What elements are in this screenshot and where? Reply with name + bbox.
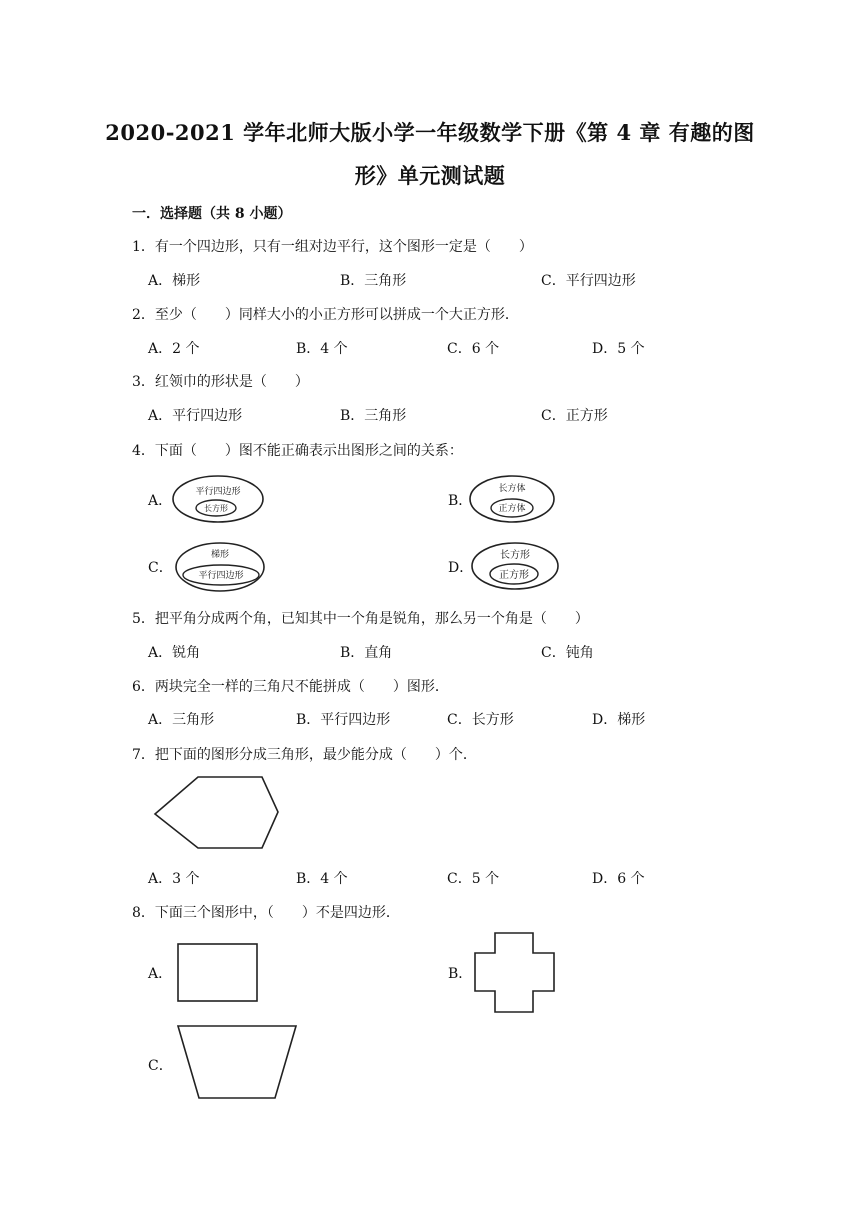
question-2-option-a[interactable]: A．2 个 [148,341,200,357]
question-7-option-d[interactable]: D．6 个 [592,871,645,887]
question-6-stem: 6．两块完全一样的三角尺不能拼成（ ）图形． [132,679,449,695]
diagram-b-outer-label: 长方体 [498,484,526,494]
question-4-diagram-c [174,542,266,592]
question-4-option-b-label[interactable]: B． [448,493,473,509]
question-1-option-c[interactable]: C．平行四边形 [541,273,636,289]
question-2-option-d[interactable]: D．5 个 [592,341,645,357]
question-1-option-b[interactable]: B．三角形 [340,273,407,289]
question-8-trapezoid-figure [177,1025,299,1100]
question-4-stem: 4．下面（ ）图不能正确表示出图形之间的关系： [132,443,463,459]
diagram-a-outer-label: 平行四边形 [195,487,241,497]
question-4-option-c-label[interactable]: C． [148,560,173,576]
question-7-option-a[interactable]: A．3 个 [148,871,200,887]
question-4-option-d-label[interactable]: D． [448,560,474,576]
diagram-b-inner-label: 正方体 [498,504,526,514]
diagram-c-outer-label: 梯形 [210,550,230,560]
question-4-diagram-b [469,475,555,523]
question-7-option-c[interactable]: C．5 个 [447,871,500,887]
question-2-option-c[interactable]: C．6 个 [447,341,500,357]
trapezoid-shape [178,1026,296,1098]
diagram-d-inner-label: 正方形 [499,570,529,581]
diagram-d-outer-label: 长方形 [500,550,530,561]
question-5-stem: 5．把平角分成两个角，已知其中一个角是锐角，那么另一个角是（ ） [132,611,589,627]
question-5-option-b[interactable]: B．直角 [340,645,393,661]
question-2-option-b[interactable]: B．4 个 [296,341,348,357]
question-8-stem: 8．下面三个图形中，（ ）不是四边形． [132,905,400,921]
question-8-cross-figure [474,932,556,1014]
diagram-a-inner-label: 长方形 [204,504,228,513]
question-8-rectangle-figure [177,943,259,1003]
cross-shape [475,933,554,1012]
question-5-option-a[interactable]: A．锐角 [148,645,201,661]
question-6-option-b[interactable]: B．平行四边形 [296,712,391,728]
hexagon-shape [155,777,278,848]
question-8-option-b-label[interactable]: B． [448,966,473,982]
question-4-option-a-label[interactable]: A． [148,493,173,509]
question-6-option-c[interactable]: C．长方形 [447,712,514,728]
question-6-option-d[interactable]: D．梯形 [592,712,646,728]
question-3-option-c[interactable]: C．正方形 [541,408,608,424]
question-3-stem: 3．红领巾的形状是（ ） [132,374,309,390]
question-1-stem: 1．有一个四边形，只有一组对边平行，这个图形一定是（ ） [132,239,533,255]
title-line-1: 2020-2021 学年北师大版小学一年级数学下册《第 4 章 有趣的图 [105,120,755,145]
diagram-a-outer-ellipse [173,476,263,522]
question-6-option-a[interactable]: A．三角形 [148,712,215,728]
question-7-stem: 7．把下面的图形分成三角形，最少能分成（ ）个． [132,747,477,763]
diagram-c-inner-label: 平行四边形 [198,571,244,581]
rectangle-shape [178,944,257,1001]
question-7-option-b[interactable]: B．4 个 [296,871,348,887]
question-8-option-a-label[interactable]: A． [148,966,173,982]
question-3-option-b[interactable]: B．三角形 [340,408,407,424]
question-7-hexagon-figure [150,772,282,852]
question-1-option-a[interactable]: A．梯形 [148,273,201,289]
question-4-diagram-d [471,542,559,590]
question-4-diagram-a [172,475,264,523]
title-line-2: 形》单元测试题 [354,163,506,188]
section-heading: 一．选择题（共 8 小题） [132,206,292,222]
question-3-option-a[interactable]: A．平行四边形 [148,408,243,424]
question-2-stem: 2．至少（ ）同样大小的小正方形可以拼成一个大正方形． [132,307,519,323]
question-5-option-c[interactable]: C．钝角 [541,645,594,661]
question-8-option-c-label[interactable]: C． [148,1058,173,1074]
